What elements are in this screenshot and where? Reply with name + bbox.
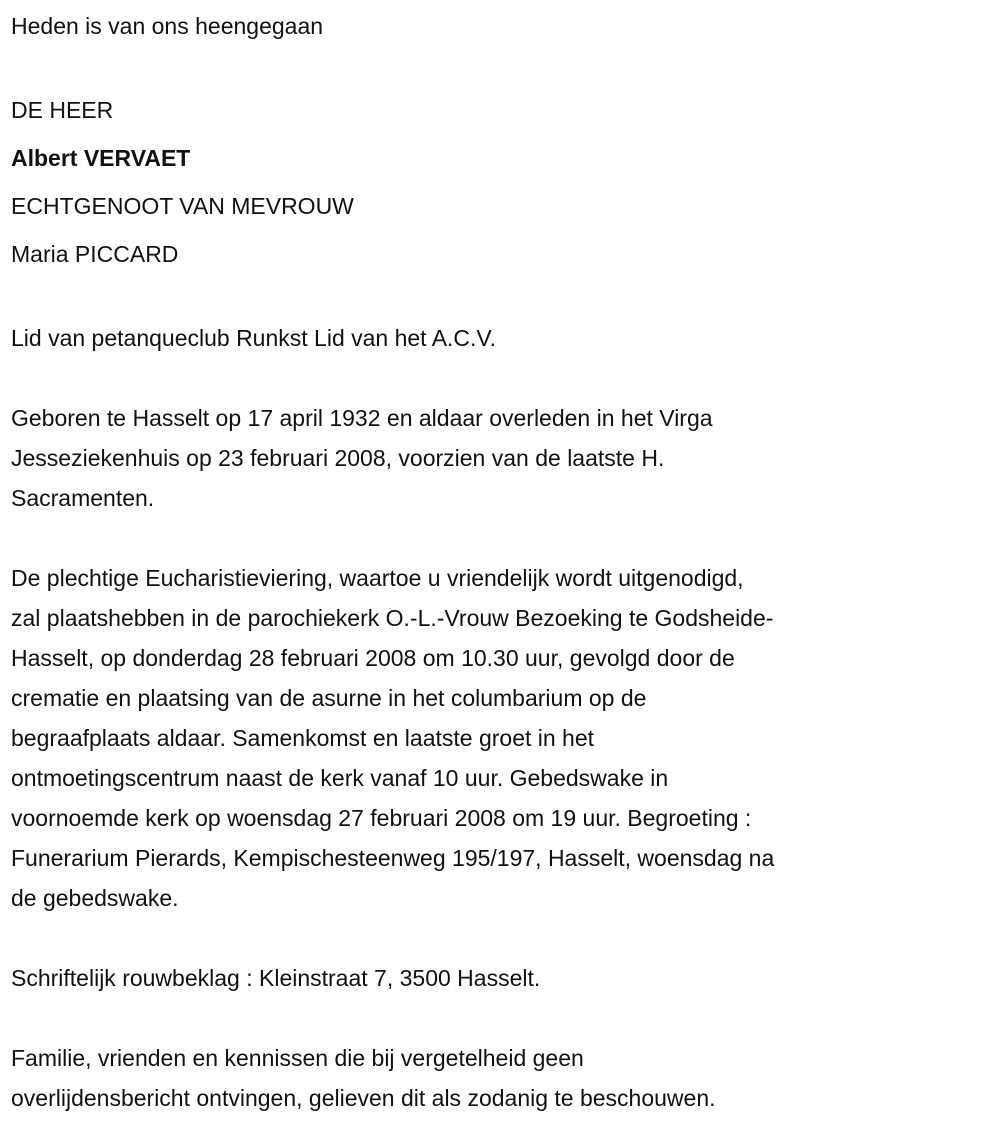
paragraph-line: Jesseziekenhuis op 23 februari 2008, voorzien van de laatste H. xyxy=(11,445,665,471)
notice-paragraph xyxy=(11,1038,774,1118)
obituary-document xyxy=(11,6,774,1118)
intro-text: Heden is van ons heengegaan xyxy=(11,13,324,39)
paragraph-line: Sacramenten. xyxy=(11,485,155,511)
paragraph-line: crematie en plaatsing van de asurne in het columbarium op de xyxy=(11,685,647,711)
paragraph-line: Geboren te Hasselt op 17 april 1932 en aldaar overleden in het Virga xyxy=(11,405,713,431)
paragraph-line: Funerarium Pierards, Kempischesteenweg 195/197, Hasselt, woensdag na xyxy=(11,845,775,871)
paragraph-line: de gebedswake. xyxy=(11,885,179,911)
paragraph-line: begraafplaats aldaar. Samenkomst en laatste groet in het xyxy=(11,725,595,751)
paragraph-line: Hasselt, op donderdag 28 februari 2008 om 10.30 uur, gevolgd door de xyxy=(11,645,735,671)
paragraph-line: overlijdensbericht ontvingen, gelieven dit als zodanig te beschouwen. xyxy=(11,1085,716,1111)
paragraph-line: zal plaatshebben in de parochiekerk O.-L.-Vrouw Bezoeking te Godsheide- xyxy=(11,605,774,631)
ceremony-paragraph xyxy=(11,558,774,918)
spouse-name: Maria PICCARD xyxy=(11,241,179,267)
birth-paragraph xyxy=(11,398,774,518)
paragraph-line: De plechtige Eucharistieviering, waartoe u vriendelijk wordt uitgenodigd, xyxy=(11,565,744,591)
membership-text: Lid van petanqueclub Runkst Lid van het A.C.V. xyxy=(11,325,497,351)
honorific: DE HEER xyxy=(11,97,114,123)
paragraph-line: ontmoetingscentrum naast de kerk vanaf 10 uur. Gebedswake in xyxy=(11,765,669,791)
deceased-name: Albert VERVAET xyxy=(11,145,191,171)
paragraph-line: Familie, vrienden en kennissen die bij vergetelheid geen xyxy=(11,1045,584,1071)
condolences-address: Schriftelijk rouwbeklag : Kleinstraat 7, 3500 Hasselt. xyxy=(11,965,541,991)
paragraph-line: voornoemde kerk op woensdag 27 februari 2008 om 19 uur. Begroeting : xyxy=(11,805,752,831)
spouse-label: ECHTGENOOT VAN MEVROUW xyxy=(11,193,354,219)
